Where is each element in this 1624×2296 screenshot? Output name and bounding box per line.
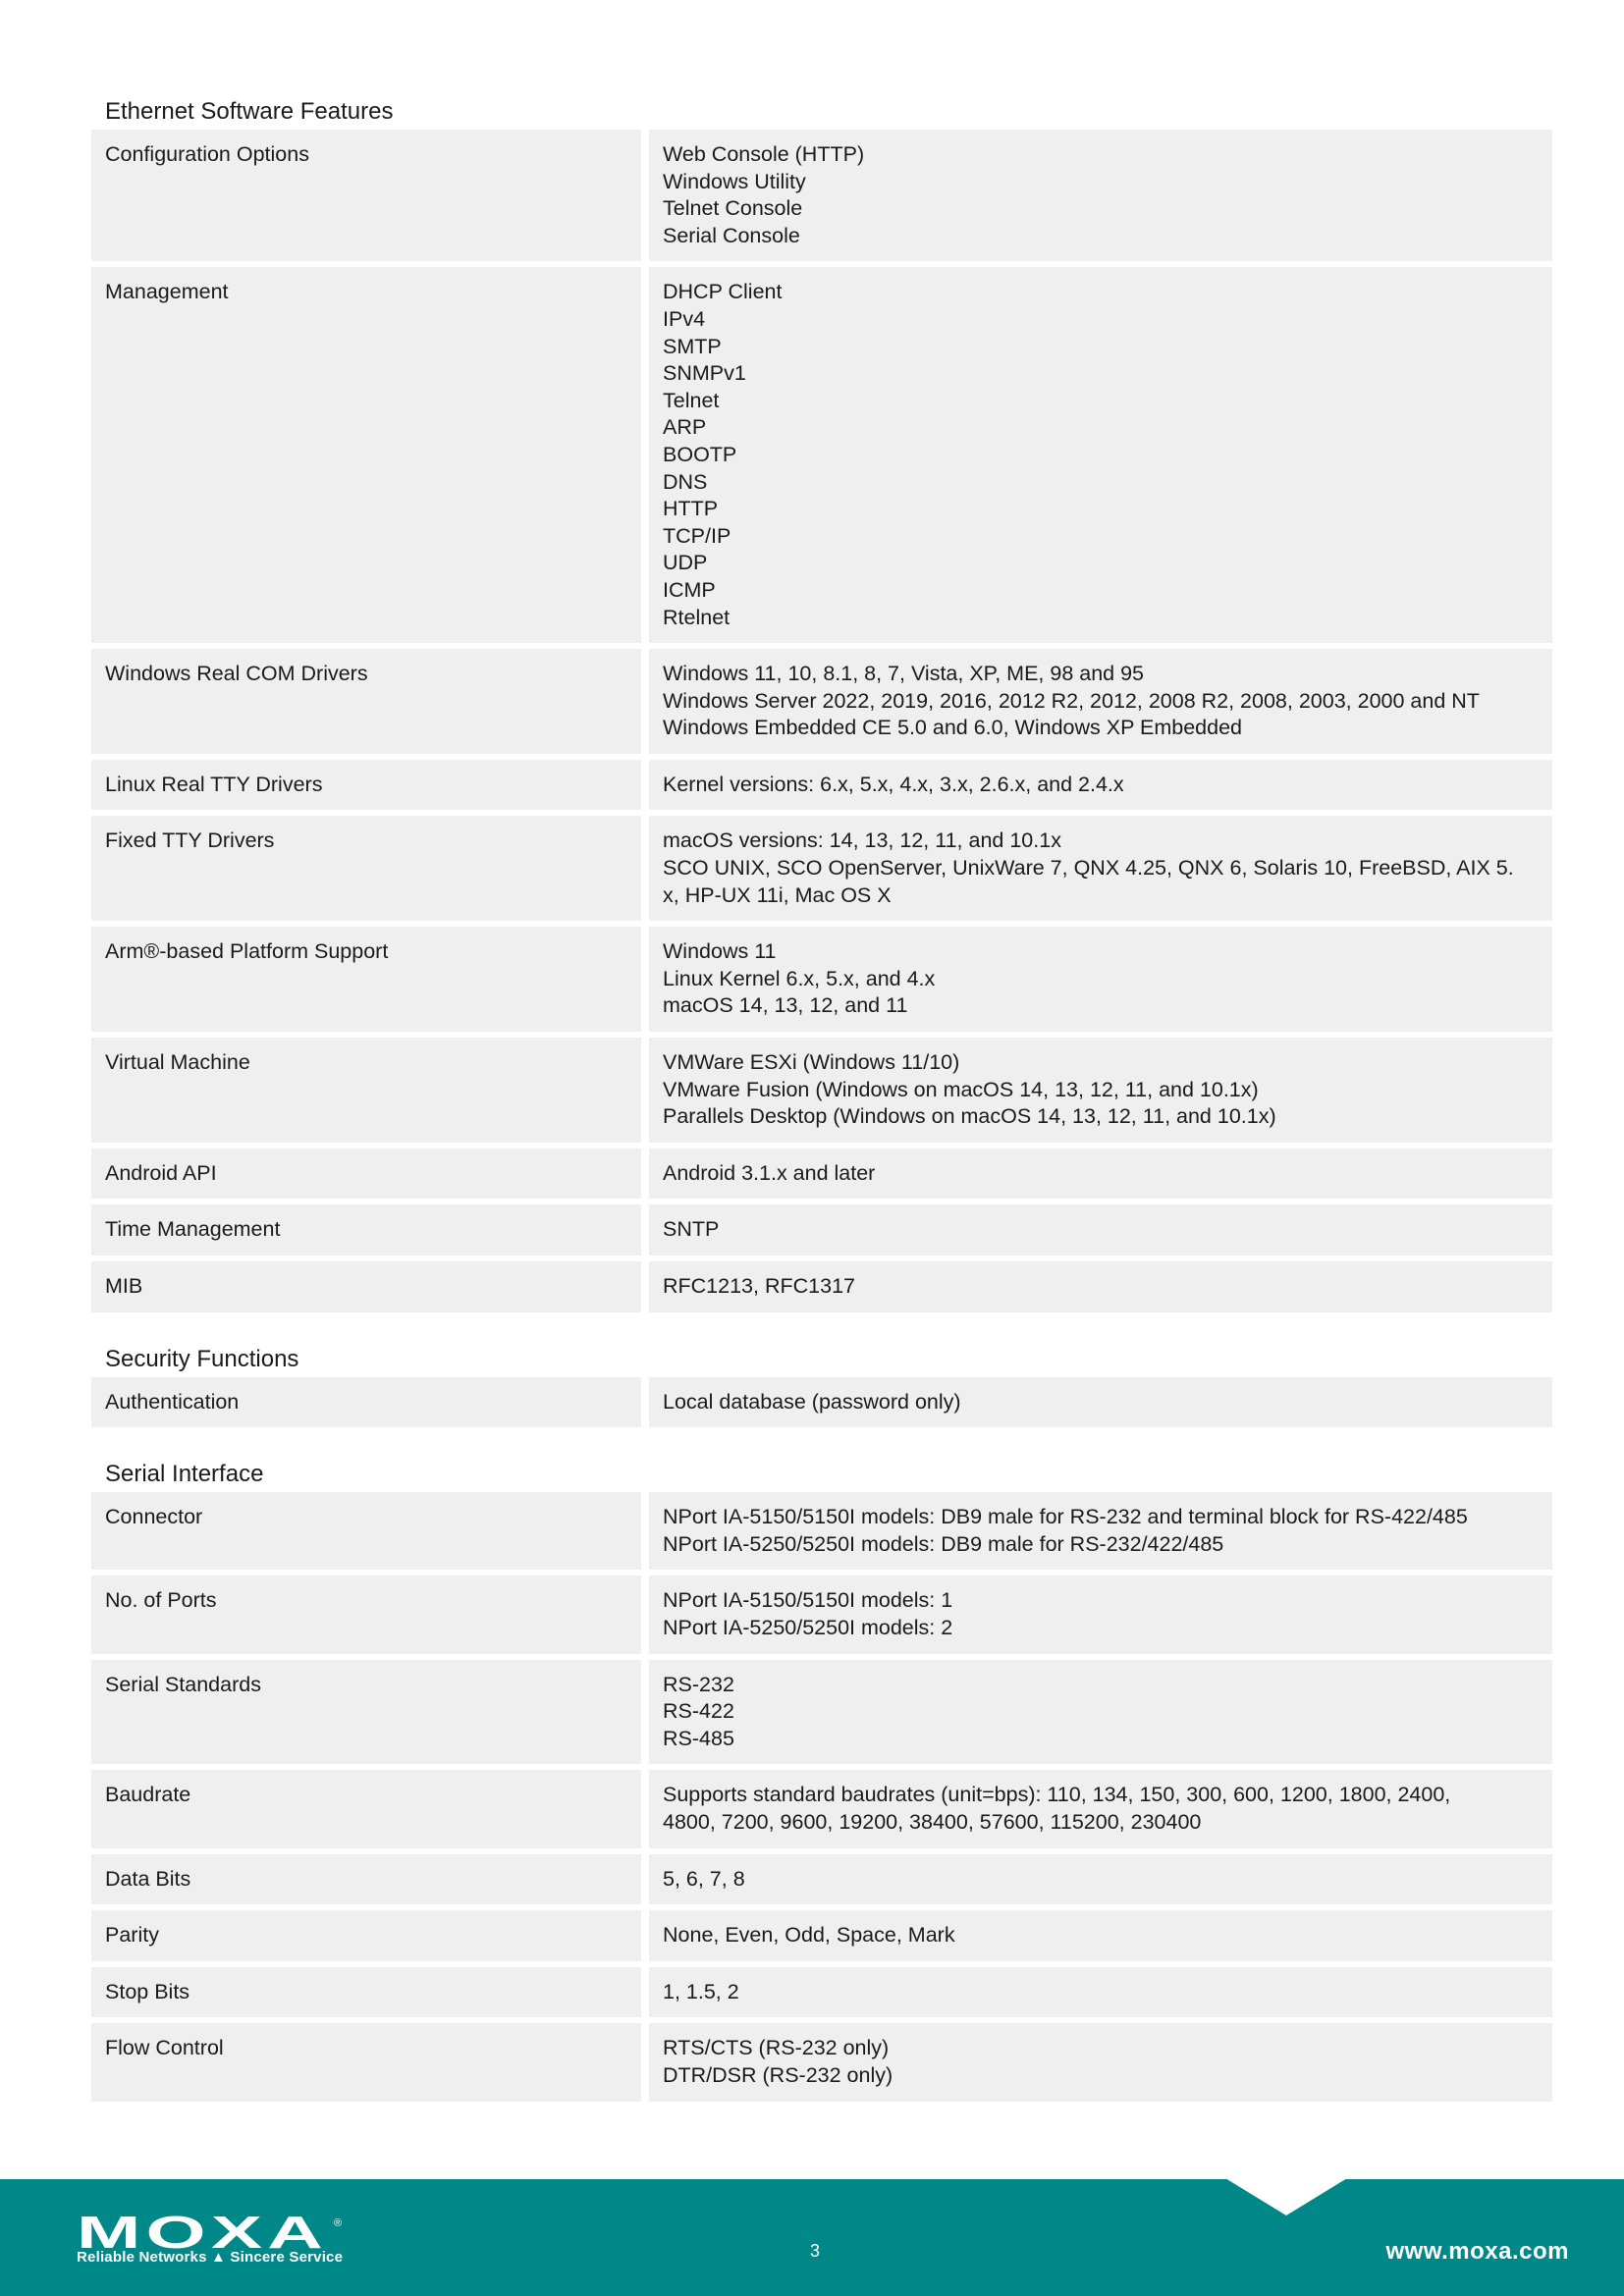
spec-value-line: RS-485: [663, 1726, 734, 1750]
spec-content: [91, 94, 1552, 2108]
spec-value: [649, 1148, 1552, 1200]
spec-value-line: macOS 14, 13, 12, and 11: [663, 993, 908, 1018]
moxa-logo: [77, 2213, 352, 2252]
spec-value-line: ARP: [663, 415, 707, 440]
spec-row: [91, 1575, 1552, 1653]
spec-label: Time Management: [91, 1204, 641, 1255]
spec-value: [649, 1492, 1552, 1570]
spec-value-line: Supports standard baudrates (unit=bps): 110, 134, 150, 300, 600, 1200, 1800, 2400,: [663, 1783, 1451, 1807]
spec-value-line: NPort IA-5250/5250I models: 2: [663, 1615, 953, 1639]
spec-label: Connector: [91, 1492, 641, 1570]
spec-label: Baudrate: [91, 1770, 641, 1847]
spec-value-line: macOS versions: 14, 13, 12, 11, and 10.1x: [663, 828, 1061, 853]
section-title: Security Functions: [105, 1345, 299, 1372]
spec-value-line: NPort IA-5150/5150I models: DB9 male for RS-232 and terminal block for RS-422/485: [663, 1505, 1468, 1529]
spec-row: [91, 649, 1552, 754]
spec-value: [649, 1038, 1552, 1143]
spec-value-line: Rtelnet: [663, 605, 731, 629]
spec-row: [91, 1910, 1552, 1961]
spec-value-line: DNS: [663, 469, 708, 494]
section-gap: [91, 1433, 1552, 1457]
spec-value-line: Serial Console: [663, 223, 800, 247]
spec-label: Serial Standards: [91, 1660, 641, 1765]
spec-value-line: NPort IA-5250/5250I models: DB9 male for RS-232/422/485: [663, 1531, 1224, 1556]
spec-label: Linux Real TTY Drivers: [91, 760, 641, 811]
spec-label: MIB: [91, 1261, 641, 1312]
spec-row: [91, 927, 1552, 1032]
spec-value-line: VMware Fusion (Windows on macOS 14, 13, 12, 11, and 10.1x): [663, 1077, 1259, 1101]
spec-value-line: ICMP: [663, 577, 716, 602]
spec-value-line: Parallels Desktop (Windows on macOS 14, 13, 12, 11, and 10.1x): [663, 1104, 1276, 1129]
spec-value-line: Web Console (HTTP): [663, 142, 865, 166]
spec-row: [91, 130, 1552, 261]
spec-label: Virtual Machine: [91, 1038, 641, 1143]
spec-value: [649, 1261, 1552, 1312]
spec-value-line: RTS/CTS (RS-232 only): [663, 2036, 890, 2060]
spec-value: [649, 1377, 1552, 1428]
spec-value-line: SMTP: [663, 334, 722, 358]
logo-text: MOXA: [77, 2213, 328, 2252]
spec-value: [649, 1770, 1552, 1847]
section-title: Serial Interface: [105, 1461, 264, 1488]
logo-registered-mark: ®: [334, 2217, 343, 2229]
spec-value-line: Windows Server 2022, 2019, 2016, 2012 R2, 2012, 2008 R2, 2008, 2003, 2000 and NT: [663, 688, 1480, 713]
spec-label: Android API: [91, 1148, 641, 1200]
spec-label: Authentication: [91, 1377, 641, 1428]
spec-value: [649, 130, 1552, 261]
spec-value-line: Windows Embedded CE 5.0 and 6.0, Windows XP Embedded: [663, 716, 1242, 740]
spec-value-line: SNMPv1: [663, 361, 746, 386]
spec-row: [91, 1204, 1552, 1255]
spec-row: [91, 1770, 1552, 1847]
spec-label: Fixed TTY Drivers: [91, 816, 641, 921]
spec-value-line: Android 3.1.x and later: [663, 1160, 876, 1185]
spec-label: Windows Real COM Drivers: [91, 649, 641, 754]
spec-value-line: None, Even, Odd, Space, Mark: [663, 1923, 955, 1948]
spec-value: [649, 649, 1552, 754]
spec-row: [91, 1038, 1552, 1143]
spec-label: Arm®-based Platform Support: [91, 927, 641, 1032]
spec-label: Parity: [91, 1910, 641, 1961]
spec-label: Configuration Options: [91, 130, 641, 261]
spec-value-line: RFC1213, RFC1317: [663, 1274, 855, 1298]
spec-value-line: DHCP Client: [663, 280, 783, 304]
spec-value-line: Windows 11: [663, 939, 777, 964]
spec-label: No. of Ports: [91, 1575, 641, 1653]
spec-row: [91, 1148, 1552, 1200]
spec-value-line: 5, 6, 7, 8: [663, 1866, 745, 1891]
spec-value-line: Kernel versions: 6.x, 5.x, 4.x, 3.x, 2.6.x, and 2.4.x: [663, 772, 1124, 796]
spec-label: Flow Control: [91, 2023, 641, 2101]
spec-value-line: VMWare ESXi (Windows 11/10): [663, 1050, 960, 1075]
spec-value-line: Linux Kernel 6.x, 5.x, and 4.x: [663, 966, 936, 990]
spec-row: [91, 1377, 1552, 1428]
spec-label: Data Bits: [91, 1854, 641, 1905]
spec-value-line: SCO UNIX, SCO OpenServer, UnixWare 7, QNX 4.25, QNX 6, Solaris 10, FreeBSD, AIX 5.: [663, 856, 1514, 881]
spec-row: [91, 816, 1552, 921]
spec-row: [91, 2023, 1552, 2101]
spec-value: [649, 927, 1552, 1032]
spec-value: [649, 2023, 1552, 2101]
spec-value: [649, 760, 1552, 811]
spec-value-line: Telnet: [663, 388, 720, 412]
spec-value: [649, 1575, 1552, 1653]
spec-value: [649, 1660, 1552, 1765]
spec-value-line: BOOTP: [663, 442, 737, 466]
spec-value-line: SNTP: [663, 1217, 720, 1242]
footer-notch: [1225, 2178, 1347, 2216]
page-number: 3: [809, 2241, 820, 2261]
spec-row: [91, 1492, 1552, 1570]
spec-label: Stop Bits: [91, 1967, 641, 2018]
section-title: Ethernet Software Features: [105, 98, 394, 125]
spec-value-line: DTR/DSR (RS-232 only): [663, 2062, 893, 2087]
footer-tagline: Reliable Networks ▲ Sincere Service: [77, 2249, 344, 2266]
spec-row: [91, 267, 1552, 643]
spec-value-line: UDP: [663, 551, 708, 575]
spec-row: [91, 1261, 1552, 1312]
spec-value-line: Windows 11, 10, 8.1, 8, 7, Vista, XP, ME, 98 and 95: [663, 662, 1145, 686]
spec-value-line: Telnet Console: [663, 196, 803, 221]
spec-value-line: Local database (password only): [663, 1389, 961, 1414]
spec-value: [649, 267, 1552, 643]
spec-value: [649, 816, 1552, 921]
spec-value-line: Windows Utility: [663, 169, 806, 193]
spec-value-line: 4800, 7200, 9600, 19200, 38400, 57600, 115200, 230400: [663, 1809, 1202, 1834]
spec-value: [649, 1910, 1552, 1961]
spec-label: Management: [91, 267, 641, 643]
spec-row: [91, 1660, 1552, 1765]
spec-row: [91, 760, 1552, 811]
spec-value-line: 1, 1.5, 2: [663, 1979, 739, 2003]
spec-value-line: RS-232: [663, 1672, 734, 1696]
spec-value-line: NPort IA-5150/5150I models: 1: [663, 1588, 953, 1613]
spec-value: [649, 1967, 1552, 2018]
spec-value-line: HTTP: [663, 497, 719, 521]
spec-value: [649, 1204, 1552, 1255]
website-link[interactable]: www.moxa.com: [1385, 2238, 1569, 2265]
spec-row: [91, 1854, 1552, 1905]
section-gap: [91, 1318, 1552, 1342]
spec-value-line: RS-422: [663, 1699, 734, 1724]
spec-value-line: x, HP-UX 11i, Mac OS X: [663, 882, 892, 907]
spec-value: [649, 1854, 1552, 1905]
spec-value-line: IPv4: [663, 306, 706, 331]
spec-value-line: TCP/IP: [663, 523, 731, 548]
spec-row: [91, 1967, 1552, 2018]
